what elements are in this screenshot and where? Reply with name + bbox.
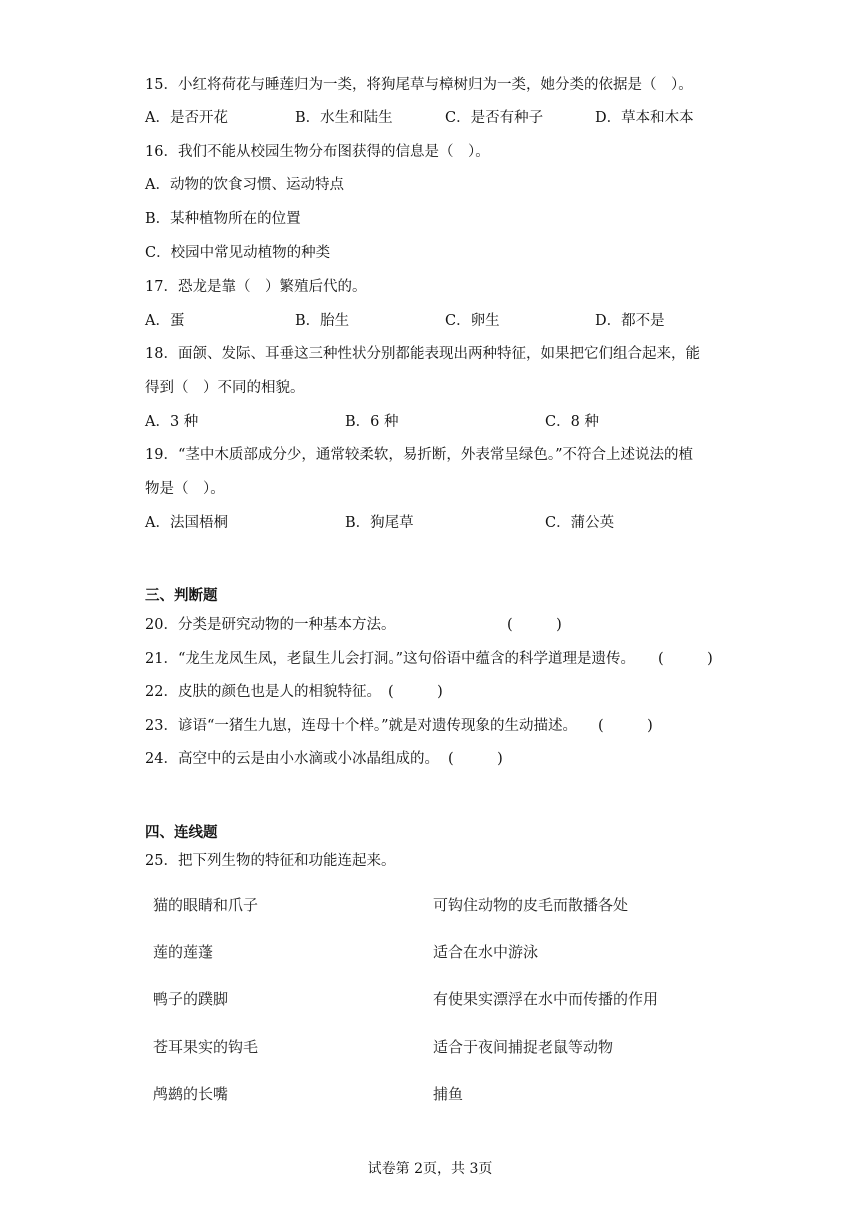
question-17-option-b: B．胎生 xyxy=(295,313,350,329)
question-19-option-a: A．法国梧桐 xyxy=(145,515,228,531)
question-18-option-c: C．8 种 xyxy=(545,414,599,430)
match-left-item-5[interactable]: 鸬鹚的长嘴 xyxy=(153,1085,229,1103)
question-22-answer-blank[interactable]: ( ) xyxy=(388,684,443,700)
question-19-option-c: C．蒲公英 xyxy=(545,515,615,531)
question-16-option-b: B．某种植物所在的位置 xyxy=(145,211,301,227)
section-4-heading: 四、连线题 xyxy=(145,825,218,841)
question-19-stem-line1: 19．“茎中木质部成分少，通常较柔软，易折断，外表常呈绿色。”不符合上述说法的植 xyxy=(145,447,694,463)
match-left-item-4[interactable]: 苍耳果实的钩毛 xyxy=(153,1038,259,1056)
match-left-item-1[interactable]: 猫的眼睛和爪子 xyxy=(153,896,259,914)
question-23-answer-blank[interactable]: ( ) xyxy=(598,718,653,734)
question-17-option-d: D．都不是 xyxy=(595,313,665,329)
question-15-option-b: B．水生和陆生 xyxy=(295,110,393,126)
match-right-item-2[interactable]: 适合在水中游泳 xyxy=(433,943,539,961)
question-19-option-b: B．狗尾草 xyxy=(345,515,414,531)
question-16-stem: 16．我们不能从校园生物分布图获得的信息是（ ）。 xyxy=(145,144,490,160)
page-footer: 试卷第 2页，共 3页 xyxy=(367,1161,493,1177)
question-15-option-a: A．是否开花 xyxy=(145,110,228,126)
question-21-answer-blank[interactable]: ( ) xyxy=(658,651,713,667)
match-right-item-3[interactable]: 有使果实漂浮在水中而传播的作用 xyxy=(433,990,659,1008)
question-18-stem-line2: 得到（ ）不同的相貌。 xyxy=(145,380,305,396)
question-15-option-c: C．是否有种子 xyxy=(445,110,544,126)
question-16-option-a: A．动物的饮食习惯、运动特点 xyxy=(145,177,344,193)
match-right-item-4[interactable]: 适合于夜间捕捉老鼠等动物 xyxy=(433,1038,614,1056)
match-left-item-2[interactable]: 莲的莲蓬 xyxy=(153,943,214,961)
question-24-answer-blank[interactable]: ( ) xyxy=(448,751,503,767)
question-15-stem: 15．小红将荷花与睡莲归为一类，将狗尾草与樟树归为一类，她分类的依据是（ ）。 xyxy=(145,77,693,93)
question-22-text: 22．皮肤的颜色也是人的相貌特征。 xyxy=(145,684,381,700)
question-17-stem: 17．恐龙是靠（ ）繁殖后代的。 xyxy=(145,279,367,295)
question-15-option-d: D．草本和木本 xyxy=(595,110,694,126)
question-24-text: 24．高空中的云是由小水滴或小冰晶组成的。 xyxy=(145,751,439,767)
match-right-item-1[interactable]: 可钩住动物的皮毛而散播各处 xyxy=(433,896,629,914)
question-19-stem-line2: 物是（ ）。 xyxy=(145,481,225,497)
question-17-option-a: A．蛋 xyxy=(145,313,185,329)
question-25-stem: 25．把下列生物的特征和功能连起来。 xyxy=(145,853,396,869)
match-left-item-3[interactable]: 鸭子的蹼脚 xyxy=(153,990,229,1008)
question-18-stem-line1: 18．面颌、发际、耳垂这三种性状分别都能表现出两种特征，如果把它们组合起来，能 xyxy=(145,346,700,362)
question-20-answer-blank[interactable]: ( ) xyxy=(507,617,562,633)
question-18-option-b: B．6 种 xyxy=(345,414,399,430)
question-18-option-a: A．3 种 xyxy=(145,414,199,430)
question-21-text: 21．“龙生龙凤生凤，老鼠生儿会打洞。”这句俗语中蕴含的科学道理是遗传。 xyxy=(145,651,636,667)
question-16-option-c: C．校园中常见动植物的种类 xyxy=(145,245,331,261)
question-23-text: 23．谚语“一猪生九崽，连母十个样。”就是对遗传现象的生动描述。 xyxy=(145,718,578,734)
question-20-text: 20．分类是研究动物的一种基本方法。 xyxy=(145,617,396,633)
question-17-option-c: C．卵生 xyxy=(445,313,500,329)
section-3-heading: 三、判断题 xyxy=(145,588,218,604)
match-right-item-5[interactable]: 捕鱼 xyxy=(433,1085,464,1103)
